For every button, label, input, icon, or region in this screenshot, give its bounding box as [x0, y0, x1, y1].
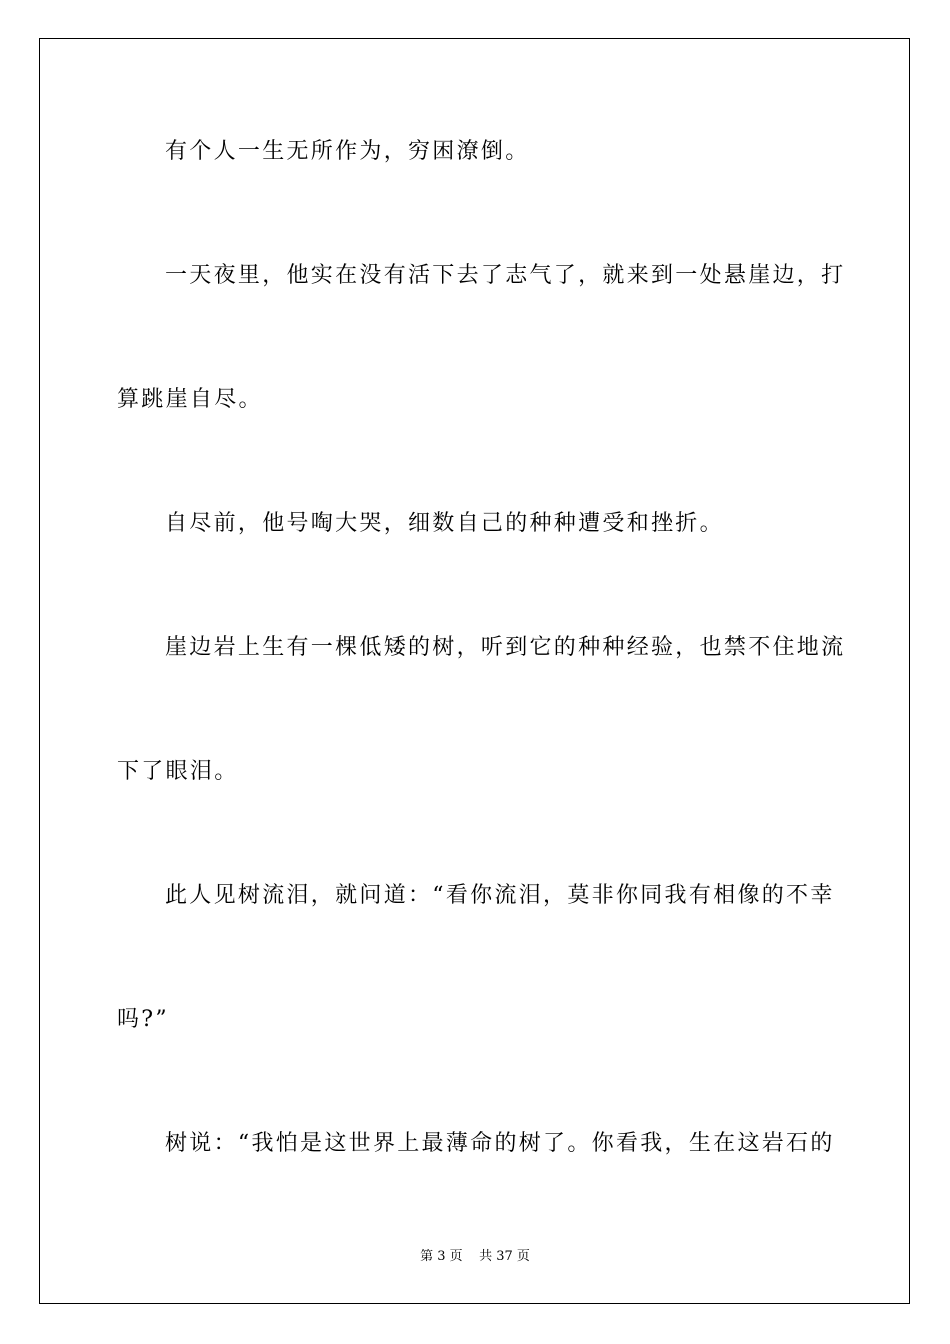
paragraph-line: 崖边岩上生有一棵低矮的树，听到它的种种经验，也禁不住地流: [165, 635, 846, 660]
paragraph-line: 一天夜里，他实在没有活下去了志气了，就来到一处悬崖边，打: [165, 263, 846, 288]
page-number-footer: 第 3 页 共 37 页: [420, 1249, 530, 1264]
paragraph-line: 算跳崖自尽。: [117, 387, 263, 412]
paragraph-line: 下了眼泪。: [117, 759, 239, 784]
page-border: [39, 38, 910, 1304]
paragraph-line: 吗?”: [117, 1007, 169, 1032]
paragraph-line: 有个人一生无所作为，穷困潦倒。: [165, 139, 530, 164]
paragraph-line: 树说：“我怕是这世界上最薄命的树了。你看我，生在这岩石的: [165, 1131, 835, 1156]
paragraph-line: 自尽前，他号啕大哭，细数自己的种种遭受和挫折。: [165, 511, 724, 536]
paragraph-line: 此人见树流泪，就问道：“看你流泪，莫非你同我有相像的不幸: [165, 883, 835, 908]
